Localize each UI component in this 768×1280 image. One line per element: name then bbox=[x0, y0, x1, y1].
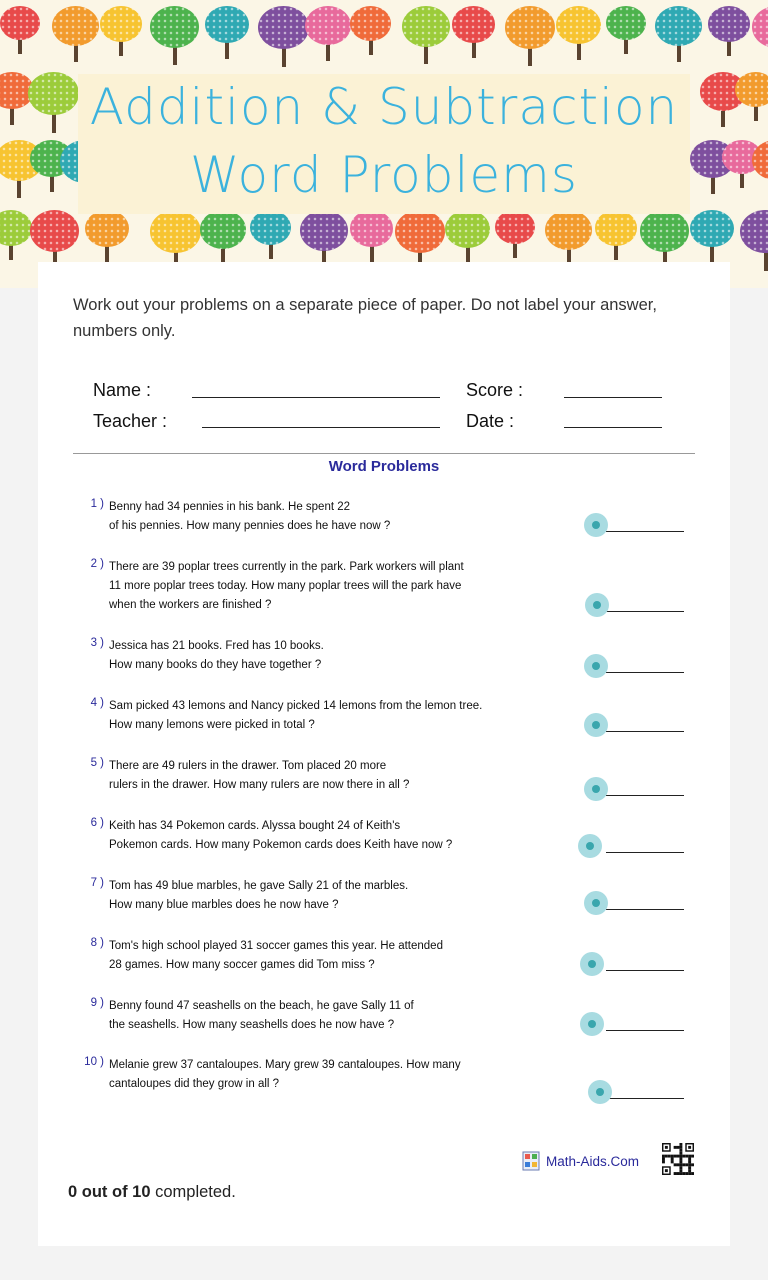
divider bbox=[73, 453, 695, 454]
problem-number: 2 ) bbox=[90, 558, 104, 570]
header-banner bbox=[0, 0, 768, 288]
answer-input-dot[interactable] bbox=[584, 777, 608, 801]
worksheet-card bbox=[38, 262, 730, 1246]
tree-decoration bbox=[52, 6, 99, 75]
problem-number: 1 ) bbox=[90, 498, 104, 510]
problem-item bbox=[38, 558, 730, 611]
title-panel bbox=[78, 74, 690, 214]
tree-decoration bbox=[708, 6, 750, 70]
tree-decoration bbox=[100, 6, 142, 70]
answer-input-dot[interactable] bbox=[584, 891, 608, 915]
page-title-line-1: Addition & Subtraction bbox=[89, 78, 679, 136]
problem-text bbox=[109, 817, 452, 855]
problem-item bbox=[38, 817, 730, 867]
problem-text bbox=[109, 757, 409, 795]
brand-link[interactable]: Math-Aids.Com bbox=[546, 1153, 640, 1169]
problem-text-line: Tom has 49 blue marbles, he gave Sally 21 of the marbles. bbox=[109, 880, 409, 892]
problem-text bbox=[109, 997, 414, 1035]
problem-item bbox=[38, 997, 730, 1047]
tree-decoration bbox=[606, 6, 646, 68]
answer-input-dot[interactable] bbox=[588, 1080, 612, 1104]
tree-decoration bbox=[28, 72, 79, 145]
problem-text-line: when the workers are finished ? bbox=[109, 599, 272, 611]
problem-text-line: 28 games. How many soccer games did Tom miss ? bbox=[109, 959, 375, 971]
tree-decoration bbox=[740, 210, 768, 283]
date-line bbox=[564, 427, 662, 428]
tree-decoration bbox=[452, 6, 495, 71]
answer-line bbox=[606, 1030, 684, 1031]
answer-line bbox=[606, 672, 684, 673]
problem-text-line: Tom's high school played 31 soccer games this year. He attended bbox=[109, 940, 443, 952]
score-label: Score : bbox=[466, 380, 524, 400]
tree-decoration bbox=[556, 6, 601, 73]
score-line bbox=[564, 397, 662, 398]
problem-text-line: How many books do they have together ? bbox=[109, 659, 322, 671]
problem-item bbox=[38, 937, 730, 987]
name-line bbox=[192, 397, 440, 398]
problem-text-line: rulers in the drawer. How many rulers are now there in all ? bbox=[109, 779, 410, 791]
answer-input-dot[interactable] bbox=[584, 654, 608, 678]
problem-text-line: How many lemons were picked in total ? bbox=[109, 719, 315, 731]
answer-line bbox=[606, 795, 684, 796]
problem-text bbox=[109, 498, 390, 536]
problem-item bbox=[38, 498, 730, 548]
answer-line bbox=[606, 970, 684, 971]
name-label: Name : bbox=[93, 380, 152, 400]
tree-decoration bbox=[402, 6, 450, 76]
problem-text-line: Jessica has 21 books. Fred has 10 books. bbox=[109, 640, 324, 652]
problem-number: 4 ) bbox=[90, 697, 104, 709]
tree-decoration bbox=[0, 6, 40, 68]
date-label: Date : bbox=[466, 411, 515, 431]
problem-text bbox=[109, 1056, 461, 1094]
problem-number: 5 ) bbox=[90, 757, 104, 769]
problem-text-line: Keith has 34 Pokemon cards. Alyssa bought 24 of Keith's bbox=[109, 820, 401, 832]
teacher-line bbox=[202, 427, 440, 428]
answer-line bbox=[606, 852, 684, 853]
worksheet-title: Word Problems bbox=[328, 458, 440, 475]
answer-line bbox=[606, 909, 684, 910]
tree-decoration bbox=[258, 6, 309, 79]
problem-text bbox=[109, 558, 464, 615]
answer-input-dot[interactable] bbox=[584, 713, 608, 737]
answer-input-dot[interactable] bbox=[584, 513, 608, 537]
problem-text-line: Benny had 34 pennies in his bank. He spent 22 bbox=[109, 501, 351, 513]
problem-number: 6 ) bbox=[90, 817, 104, 829]
answer-input-dot[interactable] bbox=[585, 593, 609, 617]
math-aids-logo-icon bbox=[522, 1151, 540, 1171]
tree-decoration bbox=[305, 6, 351, 74]
brand bbox=[522, 1150, 639, 1172]
answer-input-dot[interactable] bbox=[580, 1012, 604, 1036]
progress-status bbox=[68, 1183, 236, 1202]
page-title-line-2: Word Problems bbox=[190, 146, 578, 204]
problem-text-line: Sam picked 43 lemons and Nancy picked 14 lemons from the lemon tree. bbox=[109, 700, 483, 712]
problem-number: 7 ) bbox=[90, 877, 104, 889]
problem-text-line: cantaloupes did they grow in all ? bbox=[109, 1078, 280, 1090]
problem-number: 10 ) bbox=[84, 1056, 104, 1068]
qr-code-icon bbox=[662, 1143, 694, 1175]
problem-text bbox=[109, 937, 443, 975]
teacher-label: Teacher : bbox=[93, 411, 168, 431]
tree-decoration bbox=[350, 6, 391, 69]
answer-input-dot[interactable] bbox=[578, 834, 602, 858]
answer-line bbox=[606, 731, 684, 732]
tree-decoration bbox=[752, 140, 768, 209]
answer-input-dot[interactable] bbox=[580, 952, 604, 976]
progress-suffix: completed. bbox=[155, 1183, 236, 1201]
problem-text-line: 11 more poplar trees today. How many poplar trees will the park have bbox=[109, 580, 462, 592]
problem-item bbox=[38, 757, 730, 807]
tree-decoration bbox=[752, 6, 768, 77]
problem-text-line: There are 39 poplar trees currently in the park. Park workers will plant bbox=[109, 561, 464, 573]
progress-count: 0 out of 10 bbox=[68, 1183, 151, 1201]
problem-text-line: How many blue marbles does he now have ? bbox=[109, 899, 339, 911]
problem-number: 8 ) bbox=[90, 937, 104, 949]
problem-item bbox=[38, 877, 730, 927]
tree-decoration bbox=[735, 72, 768, 135]
problem-text-line: the seashells. How many seashells does he now have ? bbox=[109, 1019, 395, 1031]
problem-text bbox=[109, 637, 324, 675]
tree-decoration bbox=[150, 6, 199, 77]
answer-line bbox=[606, 611, 684, 612]
answer-line bbox=[606, 1098, 684, 1099]
problem-text-line: of his pennies. How many pennies does he have now ? bbox=[109, 520, 391, 532]
tree-decoration bbox=[655, 6, 702, 75]
problem-text-line: Benny found 47 seashells on the beach, he gave Sally 11 of bbox=[109, 1000, 414, 1012]
problem-number: 9 ) bbox=[90, 997, 104, 1009]
problem-text bbox=[109, 697, 482, 735]
tree-decoration bbox=[0, 210, 32, 274]
problem-item bbox=[38, 637, 730, 687]
problem-item bbox=[38, 697, 730, 747]
instructions-text: Work out your problems on a separate piece of paper. Do not label your answer, numbers only. bbox=[73, 296, 657, 340]
problem-text-line: There are 49 rulers in the drawer. Tom placed 20 more bbox=[109, 760, 387, 772]
problem-text-line: Pokemon cards. How many Pokemon cards does Keith have now ? bbox=[109, 839, 453, 851]
problem-text bbox=[109, 877, 408, 915]
problem-number: 3 ) bbox=[90, 637, 104, 649]
answer-line bbox=[606, 531, 684, 532]
problem-text-line: Melanie grew 37 cantaloupes. Mary grew 39 cantaloupes. How many bbox=[109, 1059, 461, 1071]
tree-decoration bbox=[505, 6, 555, 78]
tree-decoration bbox=[205, 6, 249, 72]
